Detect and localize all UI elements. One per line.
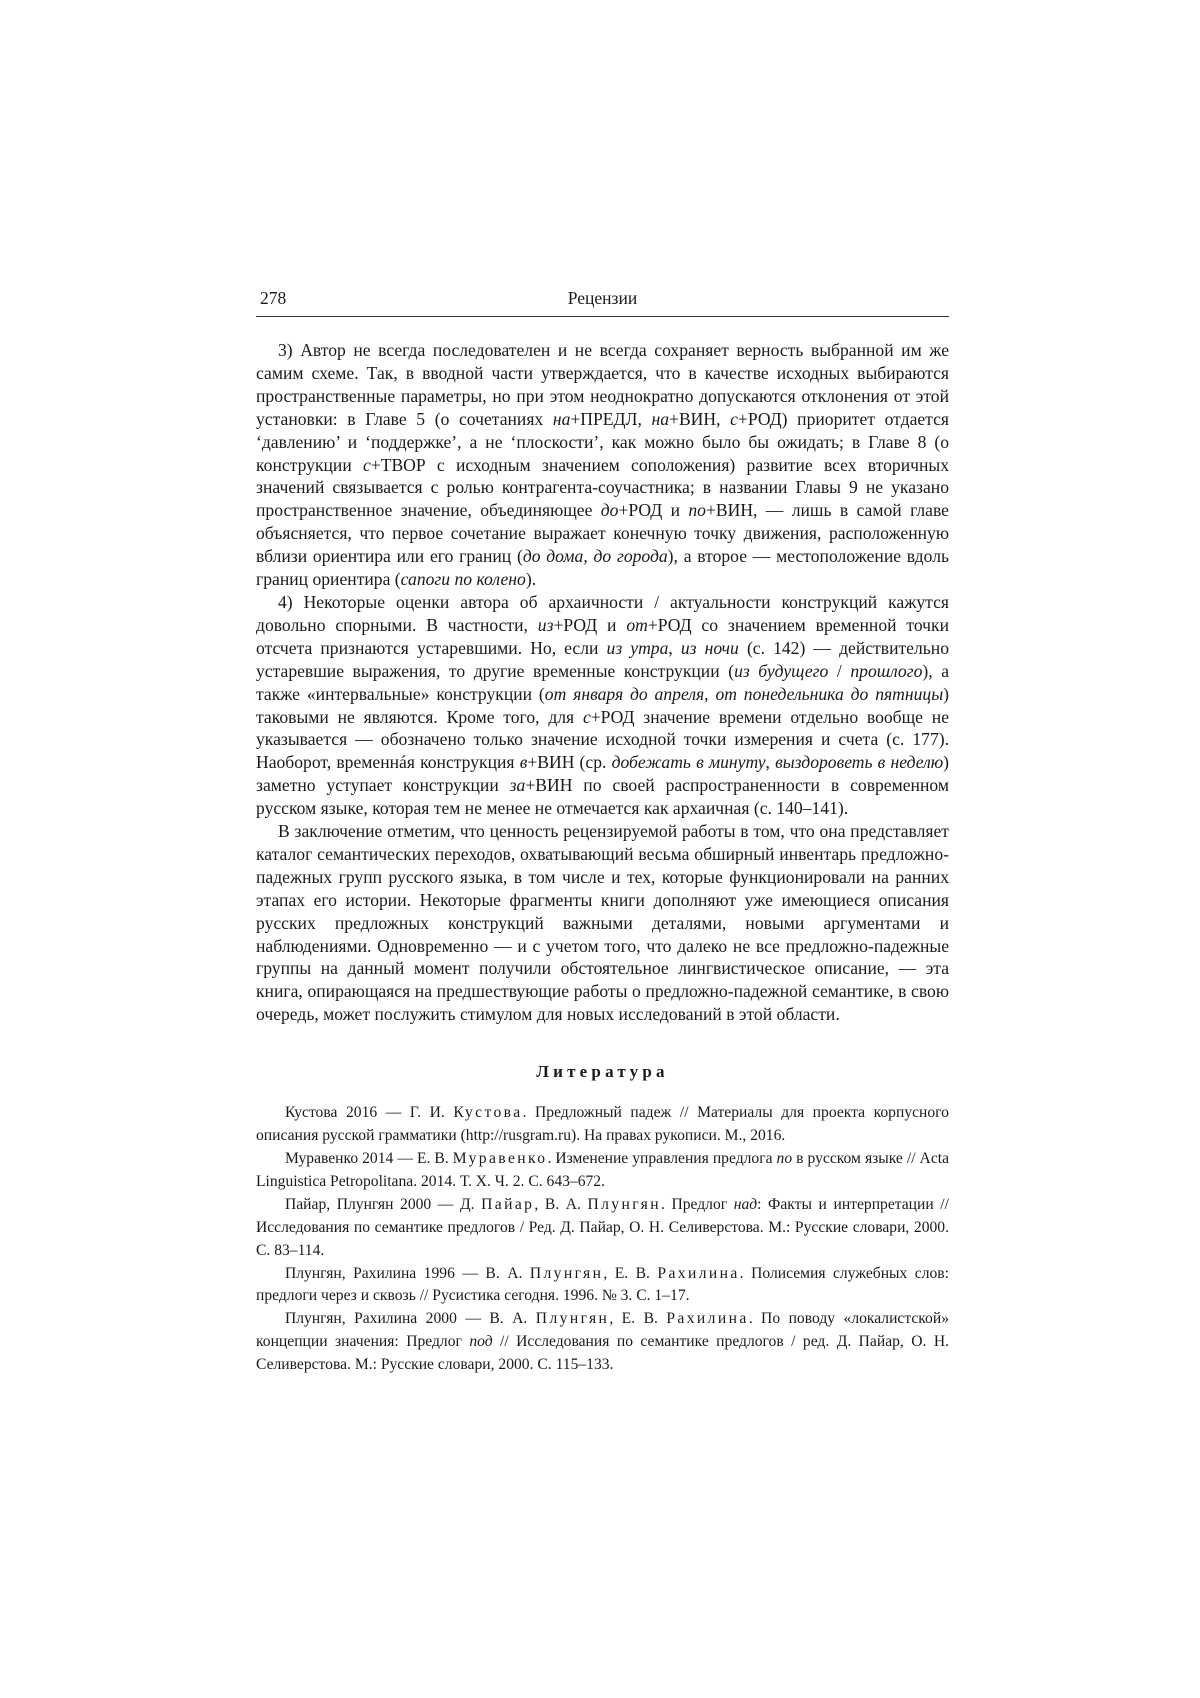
body-text [256, 339, 949, 1026]
paragraph-2: 4) Некоторые оценки автора об архаичности / актуальности конструкций кажутся довольно спорными. В частности, из+РОД и от+РОД со значением временной точки отсчета признаются устаревшими. Но, если из утра, из ночи (с. 142) — действительно устаревшие выражения, то другие временные конструкции (из будущего / прошлого), а также «интервальные» конструкции (от января до апреля, от понедельника до пятницы) таковыми не являются. Кроме того, для с+РОД значение времени отдельно вообще не указывается — обозначено только значение исходной точки измерения и счета (с. 177). Наоборот, временнáя конструкция в+ВИН (ср. добежать в минуту, выздороветь в неделю) заметно уступает конструкции за+ВИН по своей распространенности в современном русском языке, которая тем не менее не отмечается как архаичная (с. 140–141). [256, 591, 949, 819]
reference-item: Муравенко 2014 — Е. В. Муравенко. Изменение управления предлога по в русском языке // Acta Linguistica Petropolitana. 2014. Т. X. Ч. 2. С. 643–672. [256, 1150, 949, 1190]
reference-item: Плунгян, Рахилина 2000 — В. А. Плунгян, Е. В. Рахилина. По поводу «локалистской» концепции значения: Предлог под // Исследования по семантике предлогов / ред. Д. Пайар, О. Н. Селиверстова. М.: Русские словари, 2000. С. 115–133. [256, 1310, 949, 1374]
reference-item: Пайар, Плунгян 2000 — Д. Пайар, В. А. Плунгян. Предлог над: Факты и интерпретации // Исследования по семантике предлогов / Ред. Д. Пайар, О. Н. Селиверстова. М.: Русские словари, 2000. С. 83–114. [256, 1195, 949, 1259]
page [256, 286, 949, 1377]
paragraph-1: 3) Автор не всегда последователен и не всегда сохраняет верность выбранной им же самим схеме. Так, в вводной части утверждается, что в качестве исходных выбираются пространственные параметры, но при этом неоднократно допускаются отклонения от этой установки: в Главе 5 (о сочетаниях на+ПРЕДЛ, на+ВИН, с+РОД) приоритет отдается ‘давлению’ и ‘поддержке’, а не ‘плоскости’, как можно было бы ожидать; в Главе 8 (о конструкции с+ТВОР с исходным значением соположения) развитие всех вторичных значений связывается с ролью контрагента-соучастника; в названии Главы 9 не указано пространственное значение, объединяющее до+РОД и по+ВИН, — лишь в самой главе объясняется, что первое сочетание выражает конечную точку движения, расположенную вблизи ориентира или его границ (до дома, до города), а второе — местоположение вдоль границ ориентира (сапоги по колено). [256, 340, 949, 590]
page-number: 278 [260, 288, 287, 308]
paragraph-3: В заключение отметим, что ценность рецензируемой работы в том, что она представляет каталог семантических переходов, охватывающий весьма обширный инвентарь предложно-падежных групп русского языка, в том числе и тех, которые функционировали на ранних этапах его истории. Некоторые фрагменты книги дополняют уже имеющиеся описания русских предложных конструкций важными деталями, новыми аргументами и наблюдениями. Одновременно — и с учетом того, что далеко не все предложно-падежные группы на данный момент получили обстоятельное лингвистическое описание, — эта книга, опирающаяся на предшествующие работы о предложно-падежной семантике, в свою очередь, может послужить стимулом для новых исследований в этой области. [256, 821, 949, 1025]
references-heading: Литература [536, 1062, 669, 1082]
references-list [256, 1102, 949, 1377]
section-title: Рецензии [567, 288, 638, 308]
reference-item: Кустова 2016 — Г. И. Кустова. Предложный падеж // Материалы для проекта корпусного описания русской грамматики (http://rusgram.ru). На правах рукописи. М., 2016. [256, 1104, 949, 1145]
reference-item: Плунгян, Рахилина 1996 — В. А. Плунгян, Е. В. Рахилина. Полисемия служебных слов: предлоги через и сквозь // Русистика сегодня. 1996. № 3. С. 1–17. [256, 1264, 949, 1305]
running-header [256, 286, 949, 317]
